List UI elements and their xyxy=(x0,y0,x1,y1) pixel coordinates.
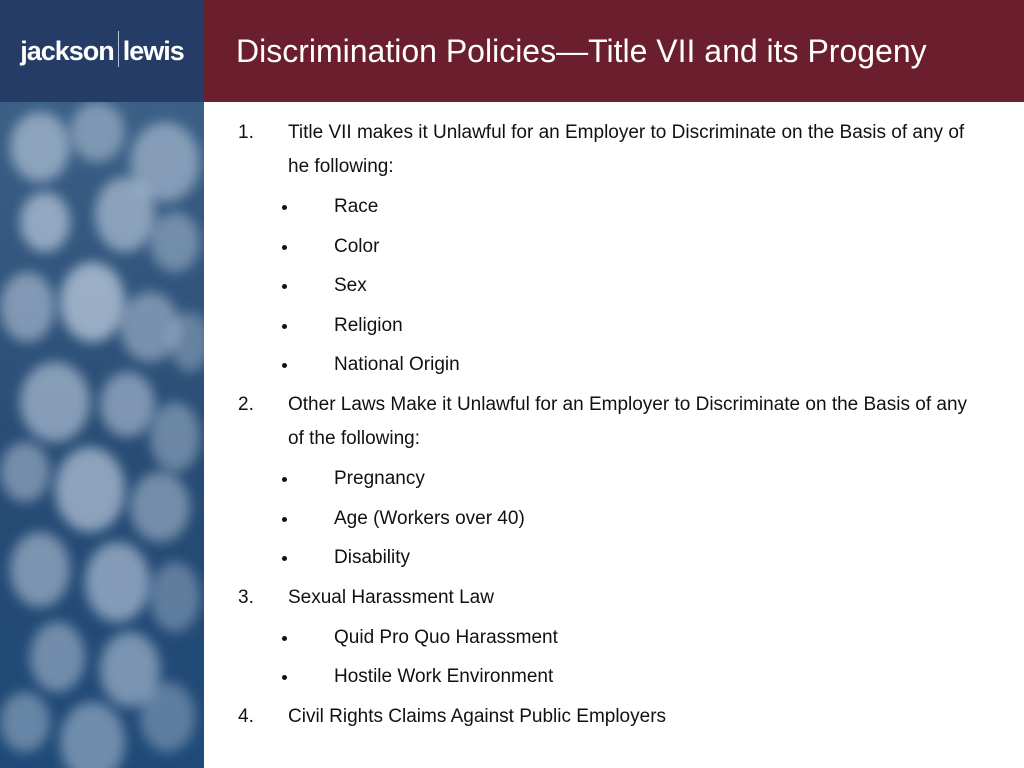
bullet-text: Pregnancy xyxy=(334,467,425,489)
logo-word-left: jackson xyxy=(20,35,114,66)
bullet-item xyxy=(236,462,976,496)
numbered-item xyxy=(236,700,976,734)
bullet-item xyxy=(236,660,976,694)
photo-figure xyxy=(100,372,155,437)
slide-title: Discrimination Policies—Title VII and its Progeny xyxy=(236,32,927,69)
numbered-item xyxy=(236,388,976,456)
photo-figure xyxy=(70,102,125,162)
bullet-item xyxy=(236,230,976,264)
photo-figure xyxy=(60,262,125,342)
slide-content xyxy=(236,116,976,740)
photo-figure xyxy=(150,402,200,472)
title-bar xyxy=(204,0,1024,102)
bullet-dot-icon xyxy=(282,675,287,680)
bullet-dot-icon xyxy=(282,284,287,289)
photo-figure xyxy=(0,442,50,502)
photo-figure xyxy=(150,562,200,632)
bullet-text: Hostile Work Environment xyxy=(334,666,554,688)
photo-figure xyxy=(150,212,200,272)
crowd-photo xyxy=(0,102,204,768)
photo-figure xyxy=(0,272,55,342)
bullet-text: Race xyxy=(334,196,379,217)
bullet-text: Sex xyxy=(334,275,367,297)
bullet-dot-icon xyxy=(282,636,287,641)
bullet-dot-icon xyxy=(282,245,287,250)
bullet-text: Age (Workers over 40) xyxy=(334,507,525,529)
bullet-dot-icon xyxy=(282,363,287,368)
photo-figure xyxy=(140,682,195,752)
photo-figure xyxy=(60,702,125,768)
bullet-dot-icon xyxy=(282,324,287,329)
photo-figure xyxy=(95,177,155,252)
bullet-item xyxy=(236,269,976,303)
bullet-item xyxy=(236,502,976,536)
bullet-item xyxy=(236,541,976,575)
logo-word-right: lewis xyxy=(122,35,184,66)
numbered-item xyxy=(236,116,976,184)
item-text: Civil Rights Claims Against Public Employers xyxy=(288,705,667,727)
photo-figure xyxy=(20,362,90,442)
photo-figure xyxy=(85,542,150,622)
bullet-text: Color xyxy=(334,235,380,257)
item-number: 4. xyxy=(238,705,254,727)
logo xyxy=(0,0,204,102)
item-number: 1. xyxy=(238,122,254,143)
photo-figure xyxy=(0,692,50,752)
item-text: Title VII makes it Unlawful for an Employer to Discriminate on the Basis of any of he following: xyxy=(288,122,965,177)
bullet-dot-icon xyxy=(282,556,287,561)
bullet-dot-icon xyxy=(282,517,287,522)
bullet-text: National Origin xyxy=(334,354,460,376)
bullet-item xyxy=(236,348,976,382)
logo-divider xyxy=(118,31,119,67)
photo-figure xyxy=(170,312,204,372)
bullet-dot-icon xyxy=(282,477,287,482)
photo-figure xyxy=(10,532,70,607)
photo-figure xyxy=(30,622,85,692)
bullet-item xyxy=(236,190,976,224)
photo-figure xyxy=(20,192,70,252)
bullet-item xyxy=(236,309,976,343)
item-text: Sexual Harassment Law xyxy=(288,586,494,608)
photo-figure xyxy=(55,447,125,532)
bullet-item xyxy=(236,621,976,655)
photo-figure xyxy=(130,472,190,542)
item-text: Other Laws Make it Unlawful for an Employer to Discriminate on the Basis of any of the following: xyxy=(288,393,968,449)
bullet-text: Religion xyxy=(334,314,403,336)
bullet-text: Quid Pro Quo Harassment xyxy=(334,626,558,648)
photo-figure xyxy=(10,112,70,182)
bullet-dot-icon xyxy=(282,205,287,210)
bullet-text: Disability xyxy=(334,547,411,569)
numbered-item xyxy=(236,581,976,615)
item-number: 3. xyxy=(238,586,254,608)
item-number: 2. xyxy=(238,393,254,415)
